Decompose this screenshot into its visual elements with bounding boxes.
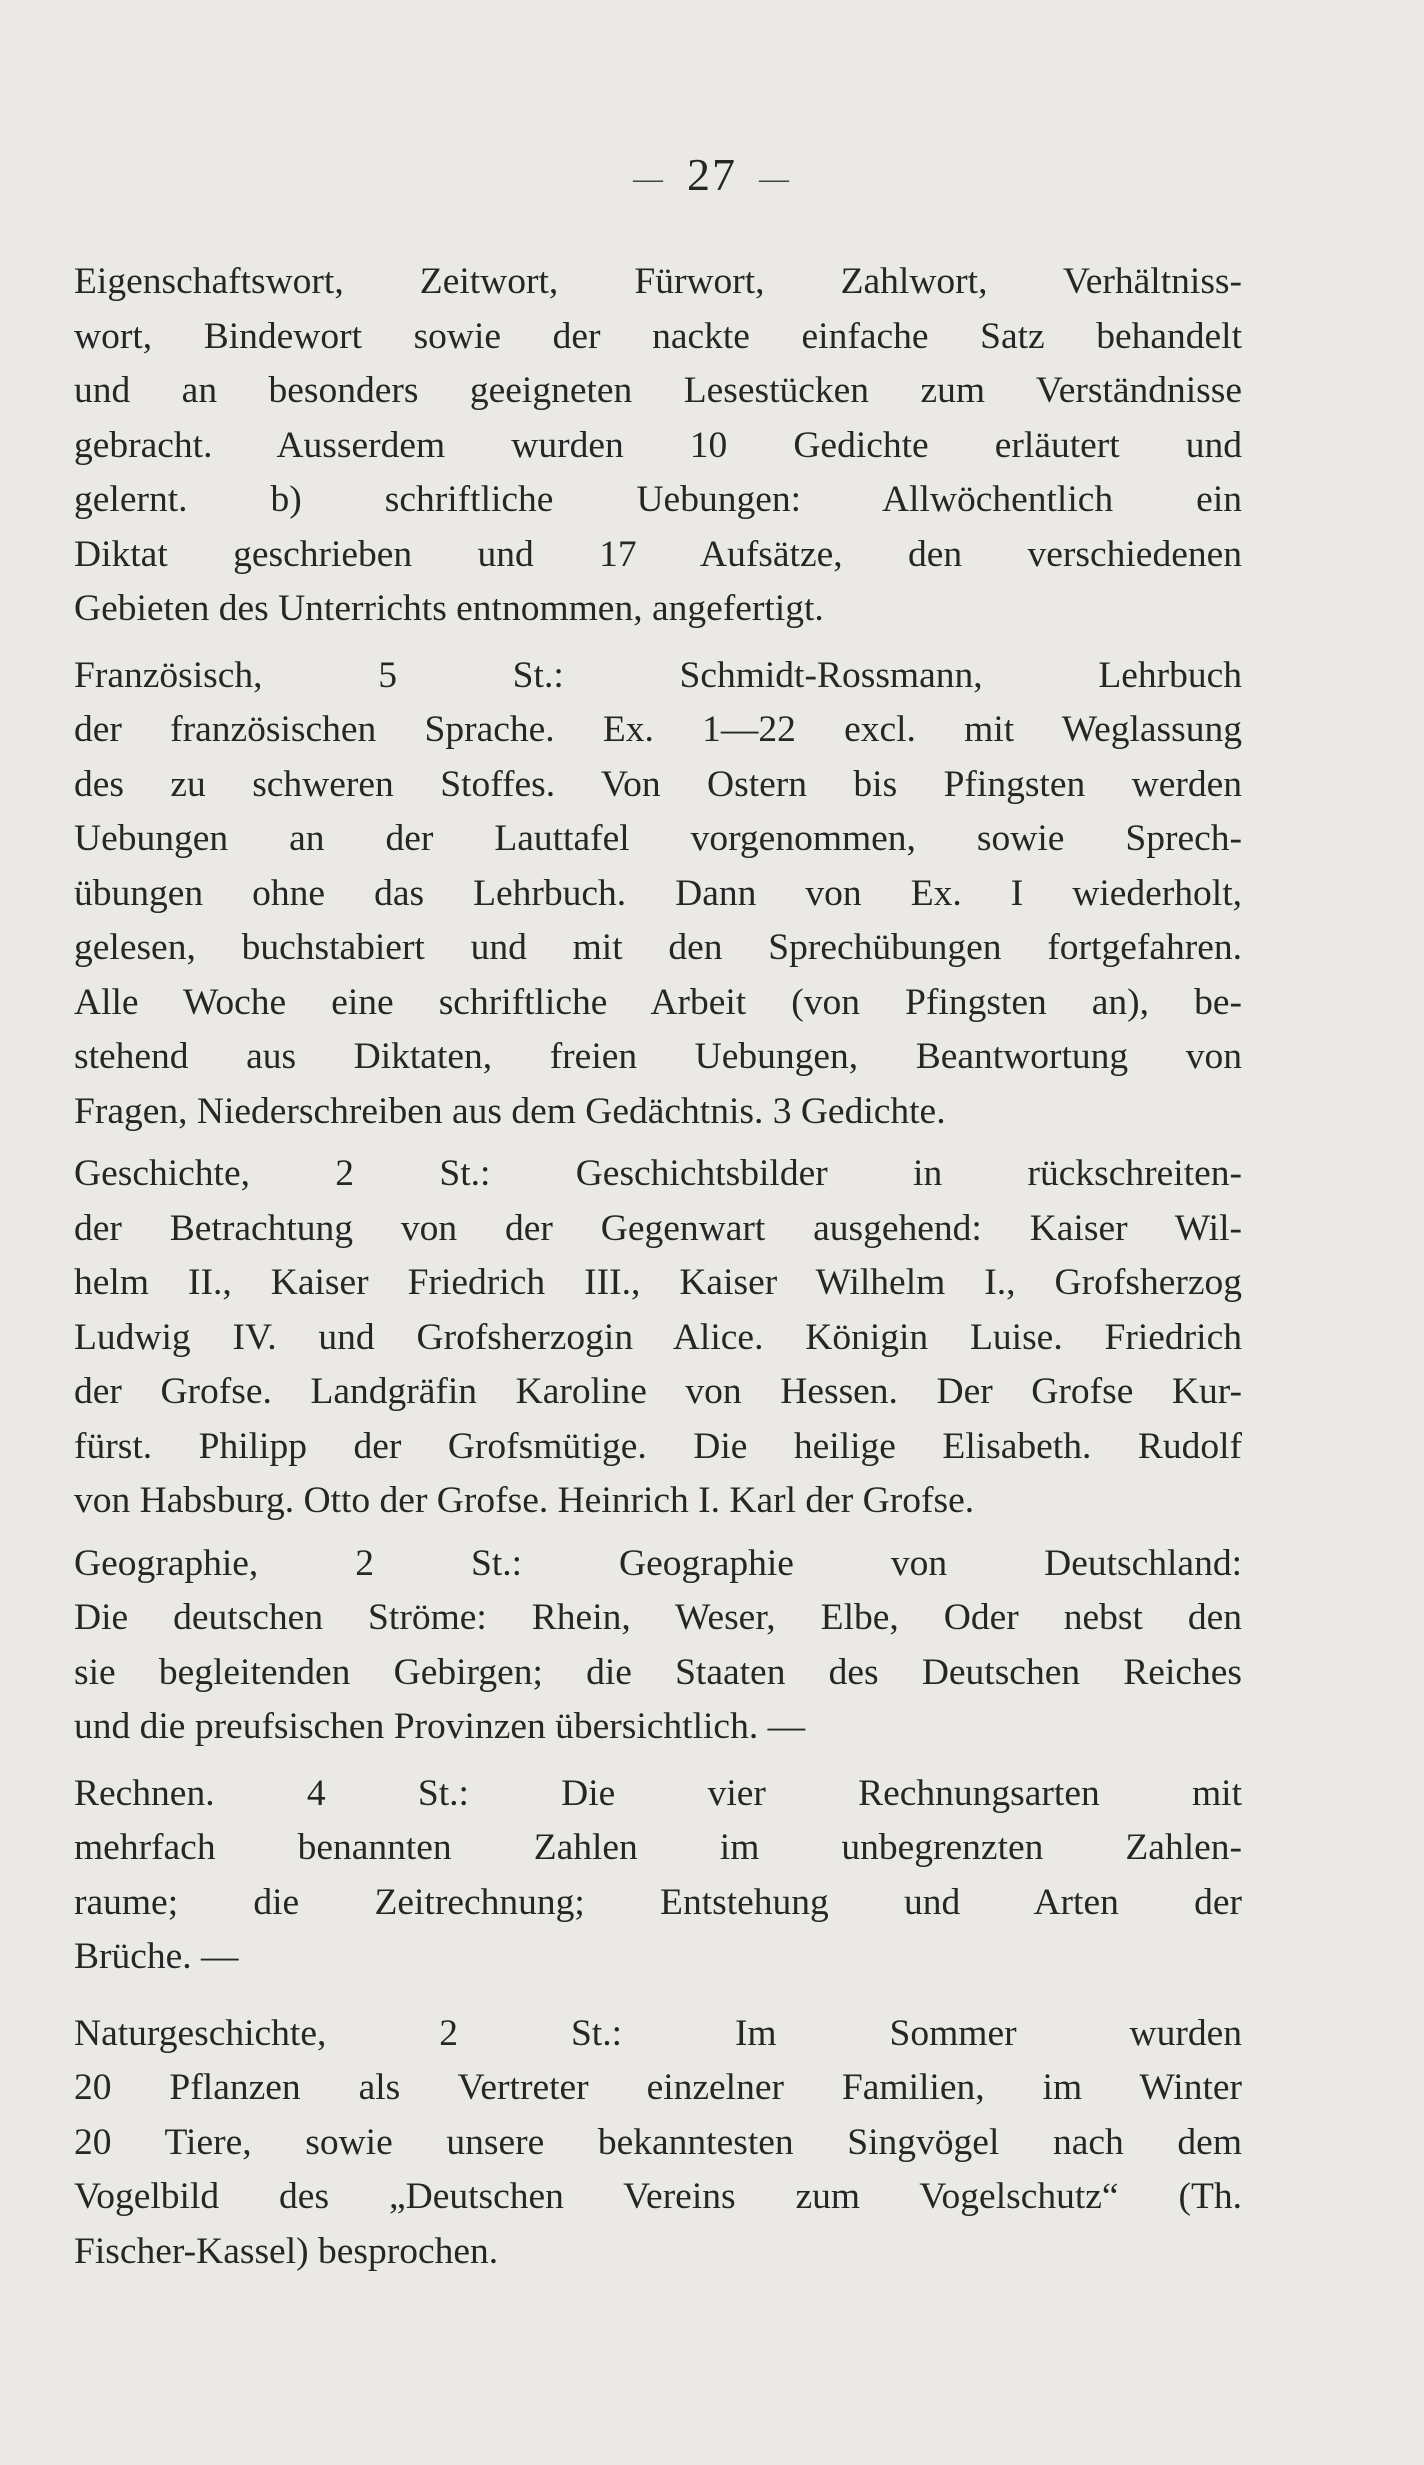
text-line: Eigenschaftswort, Zeitwort, Fürwort, Zahlwort, Verhältniss-	[74, 261, 1242, 302]
paragraph	[74, 2007, 1242, 2280]
text-line: sie begleitenden Gebirgen; die Staaten des Deutschen Reiches	[74, 1651, 1242, 1693]
text-line: Fragen, Niederschreiben aus dem Gedächtnis. 3 Gedichte.	[74, 1090, 946, 1132]
text-line: Die deutschen Ströme: Rhein, Weser, Elbe, Oder nebst den	[74, 1597, 1242, 1638]
paragraph-gap	[74, 1529, 1242, 1537]
text-line: Brüche. —	[74, 1936, 239, 1977]
text-line: und an besonders geeigneten Lesestücken zum Verständnisse	[74, 370, 1242, 411]
text-line: Ludwig IV. und Grofsherzogin Alice. Königin Luise. Friedrich	[74, 1316, 1242, 1358]
text-line: Uebungen an der Lauttafel vorgenommen, sowie Sprech-	[74, 818, 1242, 859]
text-line: Geschichte, 2 St.: Geschichtsbilder in rückschreiten-	[74, 1153, 1242, 1194]
text-line: helm II., Kaiser Friedrich III., Kaiser Wilhelm I., Grofsherzog	[74, 1262, 1242, 1303]
paragraph	[74, 1537, 1242, 1755]
text-line: gebracht. Ausserdem wurden 10 Gedichte erläutert und	[74, 424, 1242, 466]
paragraph	[74, 1767, 1242, 1985]
text-line: Naturgeschichte, 2 St.: Im Sommer wurden	[74, 2012, 1242, 2054]
text-line: des zu schweren Stoffes. Von Ostern bis Pfingsten werden	[74, 763, 1242, 805]
text-line: Alle Woche eine schriftliche Arbeit (von Pfingsten an), be-	[74, 981, 1242, 1023]
text-line: Fischer-Kassel) besprochen.	[74, 2230, 499, 2272]
text-line: von Habsburg. Otto der Grofse. Heinrich I. Karl der Grofse.	[74, 1480, 975, 1521]
text-line: gelernt. b) schriftliche Uebungen: Allwöchentlich ein	[74, 479, 1242, 520]
page-number: 27	[687, 149, 737, 200]
ornament-dash-right: —	[759, 162, 791, 196]
text-line: gelesen, buchstabiert und mit den Sprechübungen fortgefahren.	[74, 927, 1242, 968]
paragraph-gap	[74, 1755, 1242, 1767]
body-text	[74, 255, 1242, 2279]
paragraph-gap	[74, 1985, 1242, 2007]
text-line: mehrfach benannten Zahlen im unbegrenzten Zahlen-	[74, 1827, 1242, 1868]
text-line: der französischen Sprache. Ex. 1—22 excl. mit Weglassung	[74, 709, 1242, 750]
text-line: Rechnen. 4 St.: Die vier Rechnungsarten mit	[74, 1772, 1242, 1814]
paragraph	[74, 649, 1242, 1140]
text-line: Diktat geschrieben und 17 Aufsätze, den verschiedenen	[74, 533, 1242, 575]
paragraph-gap	[74, 637, 1242, 649]
text-line: Vogelbild des „Deutschen Vereins zum Vogelschutz“ (Th.	[74, 2176, 1242, 2217]
paragraph	[74, 255, 1242, 637]
text-line: Geographie, 2 St.: Geographie von Deutschland:	[74, 1542, 1242, 1584]
text-line: übungen ohne das Lehrbuch. Dann von Ex. I wiederholt,	[74, 872, 1242, 914]
text-line: stehend aus Diktaten, freien Uebungen, Beantwortung von	[74, 1036, 1242, 1077]
paragraph	[74, 1147, 1242, 1529]
text-line: Französisch, 5 St.: Schmidt-Rossmann, Lehrbuch	[74, 654, 1242, 696]
text-line: 20 Tiere, sowie unsere bekanntesten Singvögel nach dem	[74, 2121, 1242, 2163]
text-line: 20 Pflanzen als Vertreter einzelner Familien, im Winter	[74, 2067, 1242, 2108]
ornament-dash-left: —	[633, 162, 665, 196]
text-line: der Grofse. Landgräfin Karoline von Hessen. Der Grofse Kur-	[74, 1371, 1242, 1412]
paragraph-gap	[74, 1139, 1242, 1147]
page-number-header	[0, 148, 1424, 201]
text-line: der Betrachtung von der Gegenwart ausgehend: Kaiser Wil-	[74, 1207, 1242, 1249]
text-line: und die preufsischen Provinzen übersichtlich. —	[74, 1706, 806, 1747]
text-line: Gebieten des Unterrichts entnommen, angefertigt.	[74, 588, 824, 629]
text-line: wort, Bindewort sowie der nackte einfache Satz behandelt	[74, 315, 1242, 357]
text-line: raume; die Zeitrechnung; Entstehung und Arten der	[74, 1881, 1242, 1923]
text-line: fürst. Philipp der Grofsmütige. Die heilige Elisabeth. Rudolf	[74, 1425, 1242, 1467]
